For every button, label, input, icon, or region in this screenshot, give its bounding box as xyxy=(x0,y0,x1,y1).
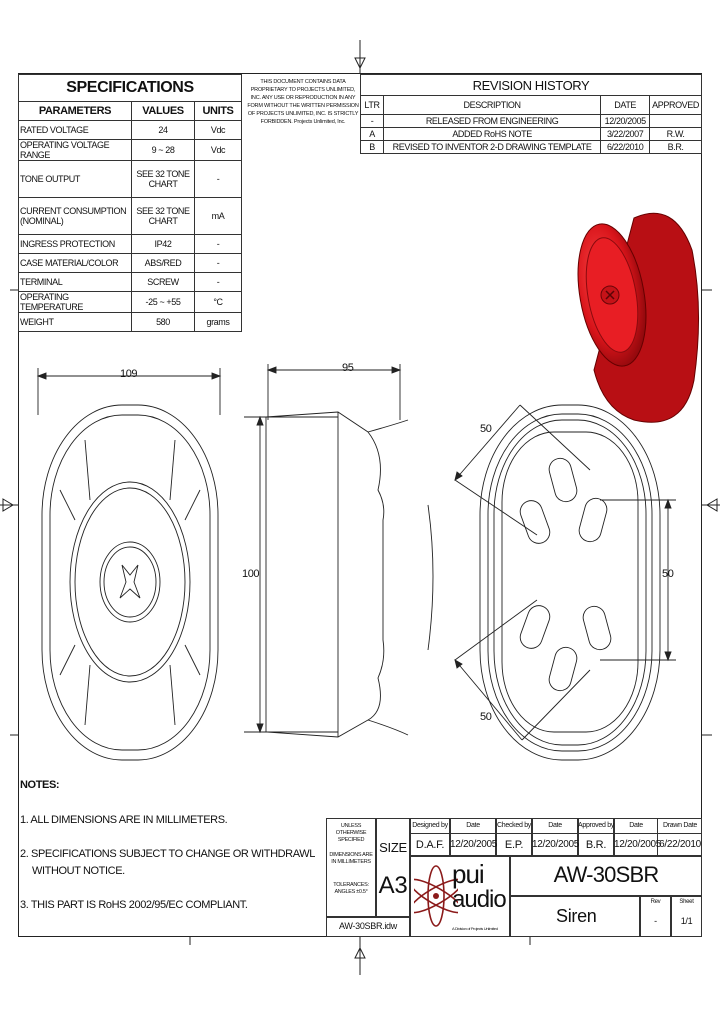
hdr-drawn-date: Drawn Date xyxy=(663,822,697,829)
param-cell: TONE OUTPUT xyxy=(19,161,132,198)
rev-approved: B.R. xyxy=(650,141,702,154)
param-cell: WEIGHT xyxy=(19,313,132,332)
val-drawn-date: 6/22/2010 xyxy=(659,839,701,850)
tolerance-note-1: UNLESS OTHERWISE SPECIFIED xyxy=(335,823,367,843)
note-item: 2. SPECIFICATIONS SUBJECT TO CHANGE OR WITHDRAWL xyxy=(20,848,315,860)
size-box xyxy=(376,818,410,917)
rev-desc: REVISED TO INVENTOR 2-D DRAWING TEMPLATE xyxy=(384,141,601,154)
param-cell: CASE MATERIAL/COLOR xyxy=(19,254,132,273)
dimension-width: 109 xyxy=(120,368,138,380)
table-row xyxy=(19,254,242,273)
logo-pui: pui xyxy=(452,859,484,889)
table-row xyxy=(361,141,702,154)
unit-cell: - xyxy=(195,235,242,254)
table-row xyxy=(19,121,242,140)
value-cell: SCREW xyxy=(132,273,195,292)
table-row xyxy=(361,128,702,141)
notes-title: NOTES: xyxy=(20,779,60,791)
logo-tagline: A Division of Projects Unlimited xyxy=(452,926,498,931)
specifications-table xyxy=(18,74,242,332)
sheet-value: 1/1 xyxy=(680,916,693,926)
file-name: AW-30SBR.idw xyxy=(339,921,397,931)
rev-ltr: B xyxy=(361,141,384,154)
param-cell: RATED VOLTAGE xyxy=(19,121,132,140)
table-row xyxy=(19,198,242,235)
header-values: VALUES xyxy=(132,102,195,121)
specifications-title: SPECIFICATIONS xyxy=(19,75,242,102)
table-row xyxy=(19,235,242,254)
hdr-date: Date xyxy=(466,822,480,829)
hdr-designed-by: Designed by xyxy=(412,822,448,829)
hdr-approved-by: Approved by xyxy=(578,822,615,829)
revision-history-table xyxy=(360,74,702,154)
unit-cell: - xyxy=(195,161,242,198)
sheet-label: Sheet xyxy=(679,899,694,905)
unit-cell: °C xyxy=(195,292,242,313)
val-date: 12/20/2005 xyxy=(532,839,580,850)
val-checked-by: E.P. xyxy=(504,839,524,851)
param-cell: OPERATING VOLTAGE RANGE xyxy=(19,140,132,161)
val-designed-by: D.A.F. xyxy=(415,839,445,851)
value-cell: ABS/RED xyxy=(132,254,195,273)
rev-date: 12/20/2005 xyxy=(601,115,650,128)
rev-ltr: A xyxy=(361,128,384,141)
part-name: Siren xyxy=(556,906,597,926)
table-row xyxy=(19,273,242,292)
header-parameters: PARAMETERS xyxy=(19,102,132,121)
val-date: 12/20/2005 xyxy=(614,839,662,850)
table-row xyxy=(19,161,242,198)
unit-cell: Vdc xyxy=(195,140,242,161)
revision-title: REVISION HISTORY xyxy=(361,75,702,96)
hdr-checked-by: Checked by xyxy=(497,822,531,829)
rev-header-date: DATE xyxy=(601,96,650,115)
param-cell: CURRENT CONSUMPTION (NOMINAL) xyxy=(19,198,132,235)
hdr-date: Date xyxy=(548,822,562,829)
rev-approved xyxy=(650,115,702,128)
note-item: 3. THIS PART IS RoHS 2002/95/EC COMPLIANT. xyxy=(20,899,248,911)
part-number: AW-30SBR xyxy=(553,862,659,887)
table-row xyxy=(19,292,242,313)
dimension-hole-b: 50 xyxy=(662,568,674,580)
rev-ltr: - xyxy=(361,115,384,128)
unit-cell: Vdc xyxy=(195,121,242,140)
hdr-date: Date xyxy=(629,822,643,829)
side-view xyxy=(238,360,438,780)
dimension-depth: 95 xyxy=(342,362,354,374)
rev-header-approved: APPROVED xyxy=(650,96,702,115)
logo-audio: audio xyxy=(452,886,506,913)
dimension-hole-a: 50 xyxy=(480,423,492,435)
value-cell: SEE 32 TONE CHART xyxy=(132,198,195,235)
dimension-hole-c: 50 xyxy=(480,711,492,723)
unit-cell: grams xyxy=(195,313,242,332)
value-cell: 580 xyxy=(132,313,195,332)
value-cell: 24 xyxy=(132,121,195,140)
tolerance-note-2: DIMENSIONS ARE IN MILLIMETERS xyxy=(329,852,373,865)
rev-header-description: DESCRIPTION xyxy=(384,96,601,115)
value-cell: SEE 32 TONE CHART xyxy=(132,161,195,198)
value-cell: -25 ~ +55 xyxy=(132,292,195,313)
proprietary-note: THIS DOCUMENT CONTAINS DATA PROPRIETARY TO PROJECTS UNLIMITED, INC. ANY USE OR REPRODUCTION IN ANY FORM WITHOUT THE WRITTEN PERMISSION OF PROJECTS UNLIMITED, INC. IS STRICTLY FORBIDDEN. Projects Unlimited, Inc. xyxy=(247,79,359,125)
rev-date: 6/22/2010 xyxy=(601,141,650,154)
value-cell: IP42 xyxy=(132,235,195,254)
rev-desc: RELEASED FROM ENGINEERING xyxy=(384,115,601,128)
value-cell: 9 ~ 28 xyxy=(132,140,195,161)
dimension-height: 100 xyxy=(242,568,260,580)
rev-value: - xyxy=(654,916,657,926)
rev-desc: ADDED RoHS NOTE xyxy=(384,128,601,141)
tolerance-note-3: TOLERANCES: ANGLES ±0.5° xyxy=(333,882,369,895)
rev-date: 3/22/2007 xyxy=(601,128,650,141)
front-view xyxy=(30,360,230,770)
unit-cell: - xyxy=(195,254,242,273)
table-row xyxy=(19,313,242,332)
rev-approved: R.W. xyxy=(650,128,702,141)
rev-header-ltr: LTR xyxy=(361,96,384,115)
unit-cell: - xyxy=(195,273,242,292)
size-value: A3 xyxy=(378,872,408,899)
val-approved-by: B.R. xyxy=(585,839,607,851)
table-row xyxy=(361,115,702,128)
table-row xyxy=(19,140,242,161)
rev-label: Rev xyxy=(650,899,661,905)
param-cell: TERMINAL xyxy=(19,273,132,292)
note-item: 1. ALL DIMENSIONS ARE IN MILLIMETERS. xyxy=(20,814,228,826)
size-label: SIZE xyxy=(379,840,407,855)
unit-cell: mA xyxy=(195,198,242,235)
param-cell: OPERATING TEMPERATURE xyxy=(19,292,132,313)
note-item: WITHOUT NOTICE. xyxy=(32,865,125,877)
header-units: UNITS xyxy=(195,102,242,121)
val-date: 12/20/2005 xyxy=(450,839,498,850)
param-cell: INGRESS PROTECTION xyxy=(19,235,132,254)
